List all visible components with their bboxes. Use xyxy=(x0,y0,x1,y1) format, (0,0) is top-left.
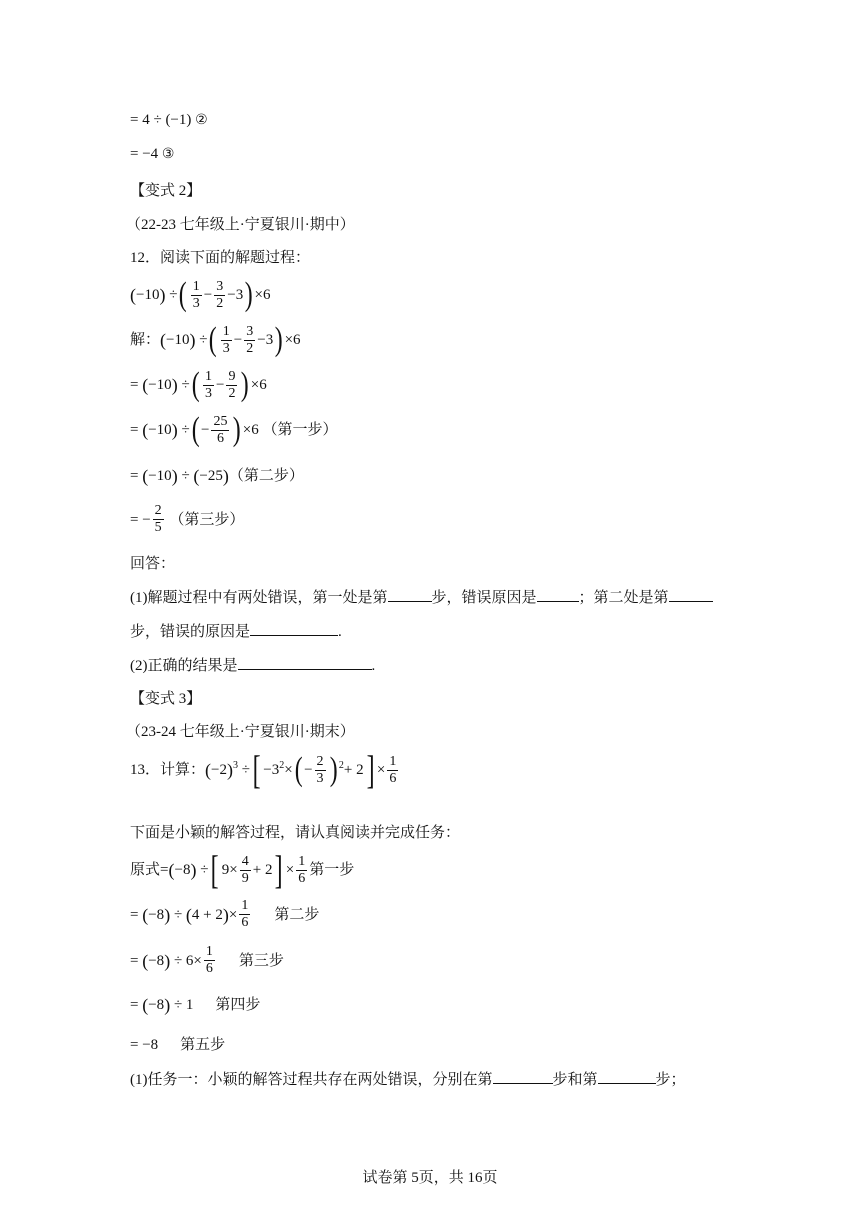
equation-text: = −4 xyxy=(130,146,159,162)
q12-part-2 xyxy=(130,655,375,676)
q13-step-2: = ( −8 ) ÷ ( 4 + 2 ) × $\frac{1}{6}$ 第二步 xyxy=(130,898,320,930)
step-label: 第二步 xyxy=(274,906,320,923)
q13-expression: 13．计算： ( −2 ) 3 ÷ [ −3 2 × ( − $\frac{2}{3}$ ) 2 + 2 ] × $\frac{1}{6}$ xyxy=(130,747,397,792)
text-segment: . xyxy=(338,624,342,640)
step-label: 第四步 xyxy=(215,997,261,1013)
question-13-title: 13．计算： xyxy=(130,762,206,778)
q13-intro: 下面是小颖的解答过程，请认真阅读并完成任务： xyxy=(130,825,461,841)
q13-task-1 xyxy=(130,1069,686,1090)
q13-step-1: 原式 = ( −8 ) ÷ [ 9× $\frac{4}{9}$ + 2 ] × $\frac{1}{6}$ 第一步 xyxy=(130,847,355,892)
equation-text: = 4 ÷ (−1) xyxy=(130,112,192,128)
q12-solution-line-4: = ( −10 ) ÷ ( −25 ) （第二步） xyxy=(130,466,304,486)
q12-expression: ( −10 ) ÷ ( $\frac{1}{3}$ − $\frac{3}{2}$ −3 ) ×6 xyxy=(130,276,271,313)
q12-part-1 xyxy=(130,587,713,608)
solve-label: 解： xyxy=(130,332,161,348)
text-segment: 步； xyxy=(655,1072,686,1088)
text-segment: 步和第 xyxy=(552,1072,598,1088)
q12-solution-line-1: 解： ( −10 ) ÷ ( $\frac{1}{3}$ − $\frac{3}{2}$ −3 ) ×6 xyxy=(130,321,301,358)
question-12-title: 12．阅读下面的解题过程： xyxy=(130,250,311,266)
q13-step-5: = −8 第五步 xyxy=(130,1037,226,1053)
equation-line-1 xyxy=(130,110,208,130)
original-label: 原式 xyxy=(130,862,161,878)
variant-heading-2: 【变式 2】 xyxy=(130,183,202,199)
step-note: （第一步） xyxy=(262,422,338,438)
step-note: （第三步） xyxy=(169,511,245,528)
q13-step-4: = ( −8 ) ÷ 1 第四步 xyxy=(130,995,261,1015)
q13-step-3: = ( −8 ) ÷ 6× $\frac{1}{6}$ 第三步 xyxy=(130,944,284,976)
answer-blank[interactable] xyxy=(537,587,579,602)
text-segment: 步，错误原因是 xyxy=(431,590,537,606)
answer-blank[interactable] xyxy=(669,587,713,602)
text-segment: (2)正确的结果是 xyxy=(130,658,238,674)
text-segment: 步，错误的原因是 xyxy=(130,624,251,640)
circled-step-mark: ③ xyxy=(161,146,175,162)
answer-blank[interactable] xyxy=(598,1069,656,1084)
q12-solution-line-3: = ( −10 ) ÷ ( − $\frac{25}{6}$ ) ×6 （第一步） xyxy=(130,411,338,448)
step-label: 第一步 xyxy=(309,862,355,878)
variant-heading-3: 【变式 3】 xyxy=(130,691,202,707)
q12-solution-line-5: = − $\frac{2}{5}$ （第三步） xyxy=(130,503,245,535)
answer-blank[interactable] xyxy=(493,1069,553,1084)
text-segment: . xyxy=(371,658,376,674)
page-footer: 试卷第 5页，共 16页 xyxy=(362,1170,498,1186)
answer-blank[interactable] xyxy=(388,587,432,602)
step-label: 第三步 xyxy=(238,952,284,969)
answer-blank[interactable] xyxy=(238,655,372,670)
step-label: 第五步 xyxy=(180,1037,226,1053)
step-note: （第二步） xyxy=(228,468,304,484)
circled-step-mark: ② xyxy=(195,112,208,128)
q12-part-1-cont xyxy=(130,621,342,642)
answer-blank[interactable] xyxy=(250,621,338,636)
text-segment: ；第二处是第 xyxy=(578,590,669,606)
source-note-3: （23-24 七年级上·宁夏银川·期末） xyxy=(126,724,355,740)
answer-label: 回答： xyxy=(130,556,176,572)
text-segment: (1)解题过程中有两处错误，第一处是第 xyxy=(130,590,388,606)
text-segment: (1)任务一：小颖的解答过程共存在两处错误，分别在第 xyxy=(130,1072,493,1088)
source-note-2: （22-23 七年级上·宁夏银川·期中） xyxy=(126,217,355,233)
q12-solution-line-2: = ( −10 ) ÷ ( $\frac{1}{3}$ − $\frac{9}{2}$ ) ×6 xyxy=(130,366,267,403)
equation-line-2 xyxy=(130,144,174,164)
